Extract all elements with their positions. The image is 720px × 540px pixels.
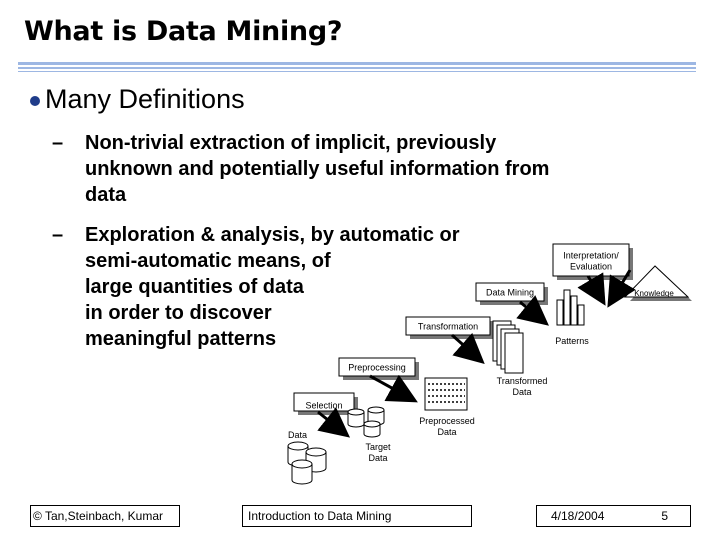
definition-1-dash: – — [52, 132, 64, 154]
label-transformed-data: Data — [512, 387, 532, 397]
target-data-cylinders-icon — [348, 407, 384, 437]
definition-1-line-3: data — [85, 184, 127, 206]
main-bullet-text: Many Definitions — [45, 84, 245, 114]
definition-2-line-5: meaningful patterns — [85, 328, 277, 350]
definition-1-line-2: unknown and potentially useful information from — [85, 158, 550, 180]
preprocessed-data-table-icon — [425, 378, 467, 410]
patterns-bars-icon — [557, 290, 584, 325]
footer-course — [242, 505, 472, 527]
stage-preprocessing — [339, 358, 419, 380]
label-transformed: Transformed — [496, 376, 548, 386]
label-preprocessed: Preprocessed — [419, 416, 475, 426]
footer-date-page — [536, 505, 691, 527]
label-target-data: Data — [368, 453, 388, 463]
label-target: Target — [365, 442, 391, 452]
label-patterns: Patterns — [555, 336, 589, 346]
stage-interpretation-label: Interpretation/ — [563, 250, 619, 261]
definition-1-line-1: Non-trivial extraction of implicit, previously — [85, 132, 497, 154]
stage-evaluation-label: Evaluation — [569, 261, 613, 272]
definition-2-line-1: Exploration & analysis, by automatic or — [85, 224, 460, 246]
transformed-data-stack-icon — [493, 321, 523, 373]
label-preprocessed-data: Data — [437, 427, 457, 437]
footer-copyright — [30, 505, 180, 527]
footer-date-text: 4/18/2004 — [551, 509, 605, 523]
label-knowledge: Knowledge — [634, 289, 674, 298]
stage-data-mining-label: Data Mining — [485, 287, 535, 298]
footer-copyright-text: © Tan,Steinbach, Kumar — [33, 509, 164, 523]
data-cylinders-icon — [288, 442, 326, 484]
stage-preprocessing-label: Preprocessing — [348, 362, 406, 373]
definition-2-line-4: in order to discover — [85, 302, 272, 324]
footer-page-number: 5 — [661, 509, 668, 523]
stage-transformation-label: Transformation — [417, 321, 479, 332]
process-arrows — [318, 270, 630, 432]
definition-2-dash: – — [52, 224, 64, 246]
stage-transformation — [406, 317, 494, 339]
stage-data-mining — [476, 283, 548, 305]
stage-interpretation-evaluation — [553, 244, 633, 280]
stage-selection-label: Selection — [305, 400, 343, 411]
slide-title: What is Data Mining? — [24, 16, 343, 47]
definition-2-line-3: large quantities of data — [85, 276, 304, 298]
label-data: Data — [288, 430, 308, 440]
definition-2-line-2: semi-automatic means, of — [85, 250, 331, 272]
footer-course-text: Introduction to Data Mining — [248, 509, 392, 523]
